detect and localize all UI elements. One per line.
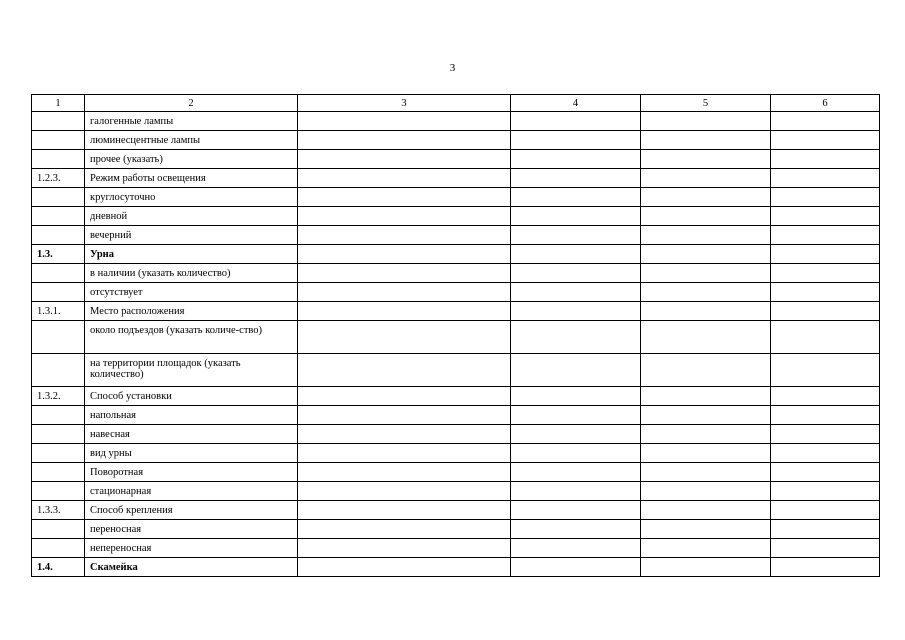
- empty-cell-col-5: [641, 150, 771, 169]
- row-label-cell: напольная: [85, 406, 298, 425]
- empty-cell-col-3: [298, 558, 511, 577]
- table-row: [32, 188, 880, 207]
- column-header-3: 3: [298, 95, 511, 112]
- table-row: [32, 169, 880, 188]
- empty-cell-col-6: [771, 425, 880, 444]
- empty-cell-col-3: [298, 482, 511, 501]
- row-code-cell: [32, 444, 85, 463]
- empty-cell-col-6: [771, 444, 880, 463]
- empty-cell-col-3: [298, 112, 511, 131]
- table-row: [32, 112, 880, 131]
- column-header-6: 6: [771, 95, 880, 112]
- row-code-cell: [32, 425, 85, 444]
- empty-cell-col-6: [771, 169, 880, 188]
- empty-cell-col-4: [511, 226, 641, 245]
- empty-cell-col-5: [641, 425, 771, 444]
- empty-cell-col-5: [641, 354, 771, 387]
- row-label-cell: Место расположения: [85, 302, 298, 321]
- empty-cell-col-4: [511, 425, 641, 444]
- empty-cell-col-4: [511, 444, 641, 463]
- table-row: [32, 558, 880, 577]
- table-row: [32, 264, 880, 283]
- table-row: [32, 354, 880, 387]
- row-code-cell: [32, 482, 85, 501]
- empty-cell-col-5: [641, 539, 771, 558]
- empty-cell-col-5: [641, 207, 771, 226]
- row-code-cell: [32, 150, 85, 169]
- table-row: [32, 283, 880, 302]
- row-code-cell: [32, 226, 85, 245]
- empty-cell-col-3: [298, 188, 511, 207]
- table-row: [32, 520, 880, 539]
- empty-cell-col-5: [641, 321, 771, 354]
- column-header-4: 4: [511, 95, 641, 112]
- empty-cell-col-6: [771, 112, 880, 131]
- empty-cell-col-5: [641, 302, 771, 321]
- table-row: [32, 321, 880, 354]
- row-label-cell: на территории площадок (указать количество): [85, 354, 298, 387]
- empty-cell-col-6: [771, 539, 880, 558]
- row-code-cell: [32, 207, 85, 226]
- empty-cell-col-5: [641, 387, 771, 406]
- table-row: [32, 387, 880, 406]
- empty-cell-col-6: [771, 283, 880, 302]
- empty-cell-col-4: [511, 463, 641, 482]
- empty-cell-col-5: [641, 482, 771, 501]
- empty-cell-col-6: [771, 354, 880, 387]
- empty-cell-col-5: [641, 501, 771, 520]
- empty-cell-col-4: [511, 482, 641, 501]
- row-code-cell: [32, 112, 85, 131]
- header-row: [32, 95, 880, 112]
- empty-cell-col-6: [771, 558, 880, 577]
- empty-cell-col-3: [298, 444, 511, 463]
- row-label-cell: непереносная: [85, 539, 298, 558]
- empty-cell-col-5: [641, 245, 771, 264]
- empty-cell-col-4: [511, 131, 641, 150]
- row-code-cell: [32, 406, 85, 425]
- empty-cell-col-3: [298, 283, 511, 302]
- row-code-cell: [32, 131, 85, 150]
- table-row: [32, 406, 880, 425]
- row-label-cell: переносная: [85, 520, 298, 539]
- table-row: [32, 501, 880, 520]
- row-label-cell: люминесцентные лампы: [85, 131, 298, 150]
- column-header-1: 1: [32, 95, 85, 112]
- empty-cell-col-3: [298, 169, 511, 188]
- empty-cell-col-6: [771, 406, 880, 425]
- empty-cell-col-6: [771, 463, 880, 482]
- empty-cell-col-3: [298, 264, 511, 283]
- row-code-cell: 1.4.: [32, 558, 85, 577]
- row-code-cell: [32, 539, 85, 558]
- empty-cell-col-4: [511, 245, 641, 264]
- empty-cell-col-3: [298, 245, 511, 264]
- row-label-cell: дневной: [85, 207, 298, 226]
- row-label-cell: Режим работы освещения: [85, 169, 298, 188]
- empty-cell-col-6: [771, 302, 880, 321]
- empty-cell-col-4: [511, 520, 641, 539]
- row-label-cell: Способ крепления: [85, 501, 298, 520]
- empty-cell-col-3: [298, 406, 511, 425]
- row-label-cell: круглосуточно: [85, 188, 298, 207]
- empty-cell-col-3: [298, 520, 511, 539]
- table-body: [32, 112, 880, 577]
- table-row: [32, 425, 880, 444]
- row-code-cell: [32, 264, 85, 283]
- row-label-cell: Скамейка: [85, 558, 298, 577]
- page-number: 3: [449, 62, 456, 74]
- empty-cell-col-3: [298, 501, 511, 520]
- empty-cell-col-3: [298, 226, 511, 245]
- row-label-cell: галогенные лампы: [85, 112, 298, 131]
- empty-cell-col-3: [298, 302, 511, 321]
- row-label-cell: отсутствует: [85, 283, 298, 302]
- empty-cell-col-5: [641, 558, 771, 577]
- row-label-cell: стационарная: [85, 482, 298, 501]
- empty-cell-col-3: [298, 321, 511, 354]
- row-code-cell: 1.2.3.: [32, 169, 85, 188]
- empty-cell-col-6: [771, 150, 880, 169]
- table-row: [32, 150, 880, 169]
- empty-cell-col-6: [771, 264, 880, 283]
- form-table: [31, 94, 880, 577]
- empty-cell-col-4: [511, 501, 641, 520]
- empty-cell-col-3: [298, 539, 511, 558]
- empty-cell-col-3: [298, 387, 511, 406]
- empty-cell-col-5: [641, 131, 771, 150]
- empty-cell-col-3: [298, 131, 511, 150]
- table-row: [32, 463, 880, 482]
- table-header: [32, 95, 880, 112]
- empty-cell-col-6: [771, 207, 880, 226]
- empty-cell-col-3: [298, 207, 511, 226]
- row-label-cell: вид урны: [85, 444, 298, 463]
- row-code-cell: 1.3.: [32, 245, 85, 264]
- table-row: [32, 482, 880, 501]
- empty-cell-col-3: [298, 150, 511, 169]
- row-code-cell: [32, 354, 85, 387]
- empty-cell-col-3: [298, 463, 511, 482]
- row-code-cell: [32, 188, 85, 207]
- table-row: [32, 245, 880, 264]
- empty-cell-col-5: [641, 264, 771, 283]
- row-label-cell: Урна: [85, 245, 298, 264]
- table-row: [32, 226, 880, 245]
- column-header-5: 5: [641, 95, 771, 112]
- empty-cell-col-3: [298, 425, 511, 444]
- empty-cell-col-6: [771, 226, 880, 245]
- empty-cell-col-4: [511, 264, 641, 283]
- row-code-cell: [32, 321, 85, 354]
- empty-cell-col-4: [511, 558, 641, 577]
- empty-cell-col-6: [771, 520, 880, 539]
- empty-cell-col-6: [771, 501, 880, 520]
- empty-cell-col-5: [641, 406, 771, 425]
- row-label-cell: вечерний: [85, 226, 298, 245]
- table-row: [32, 131, 880, 150]
- empty-cell-col-6: [771, 245, 880, 264]
- row-label-cell: Способ установки: [85, 387, 298, 406]
- empty-cell-col-5: [641, 520, 771, 539]
- empty-cell-col-5: [641, 188, 771, 207]
- empty-cell-col-6: [771, 321, 880, 354]
- row-label-cell: Поворотная: [85, 463, 298, 482]
- empty-cell-col-5: [641, 226, 771, 245]
- empty-cell-col-4: [511, 188, 641, 207]
- empty-cell-col-4: [511, 321, 641, 354]
- empty-cell-col-4: [511, 169, 641, 188]
- row-code-cell: 1.3.1.: [32, 302, 85, 321]
- row-code-cell: [32, 283, 85, 302]
- empty-cell-col-6: [771, 387, 880, 406]
- empty-cell-col-4: [511, 207, 641, 226]
- empty-cell-col-5: [641, 112, 771, 131]
- table-row: [32, 207, 880, 226]
- empty-cell-col-4: [511, 406, 641, 425]
- empty-cell-col-4: [511, 387, 641, 406]
- empty-cell-col-6: [771, 131, 880, 150]
- table-row: [32, 302, 880, 321]
- row-code-cell: 1.3.3.: [32, 501, 85, 520]
- empty-cell-col-4: [511, 283, 641, 302]
- row-label-cell: около подъездов (указать количе-ство): [85, 321, 298, 354]
- row-code-cell: [32, 463, 85, 482]
- empty-cell-col-5: [641, 169, 771, 188]
- row-label-cell: прочее (указать): [85, 150, 298, 169]
- table-row: [32, 444, 880, 463]
- empty-cell-col-3: [298, 354, 511, 387]
- table-row: [32, 539, 880, 558]
- empty-cell-col-6: [771, 188, 880, 207]
- row-label-cell: в наличии (указать количество): [85, 264, 298, 283]
- column-header-2: 2: [85, 95, 298, 112]
- empty-cell-col-4: [511, 302, 641, 321]
- row-label-cell: навесная: [85, 425, 298, 444]
- empty-cell-col-4: [511, 150, 641, 169]
- empty-cell-col-4: [511, 112, 641, 131]
- empty-cell-col-6: [771, 482, 880, 501]
- empty-cell-col-5: [641, 463, 771, 482]
- empty-cell-col-5: [641, 444, 771, 463]
- row-code-cell: 1.3.2.: [32, 387, 85, 406]
- empty-cell-col-4: [511, 354, 641, 387]
- empty-cell-col-5: [641, 283, 771, 302]
- row-code-cell: [32, 520, 85, 539]
- empty-cell-col-4: [511, 539, 641, 558]
